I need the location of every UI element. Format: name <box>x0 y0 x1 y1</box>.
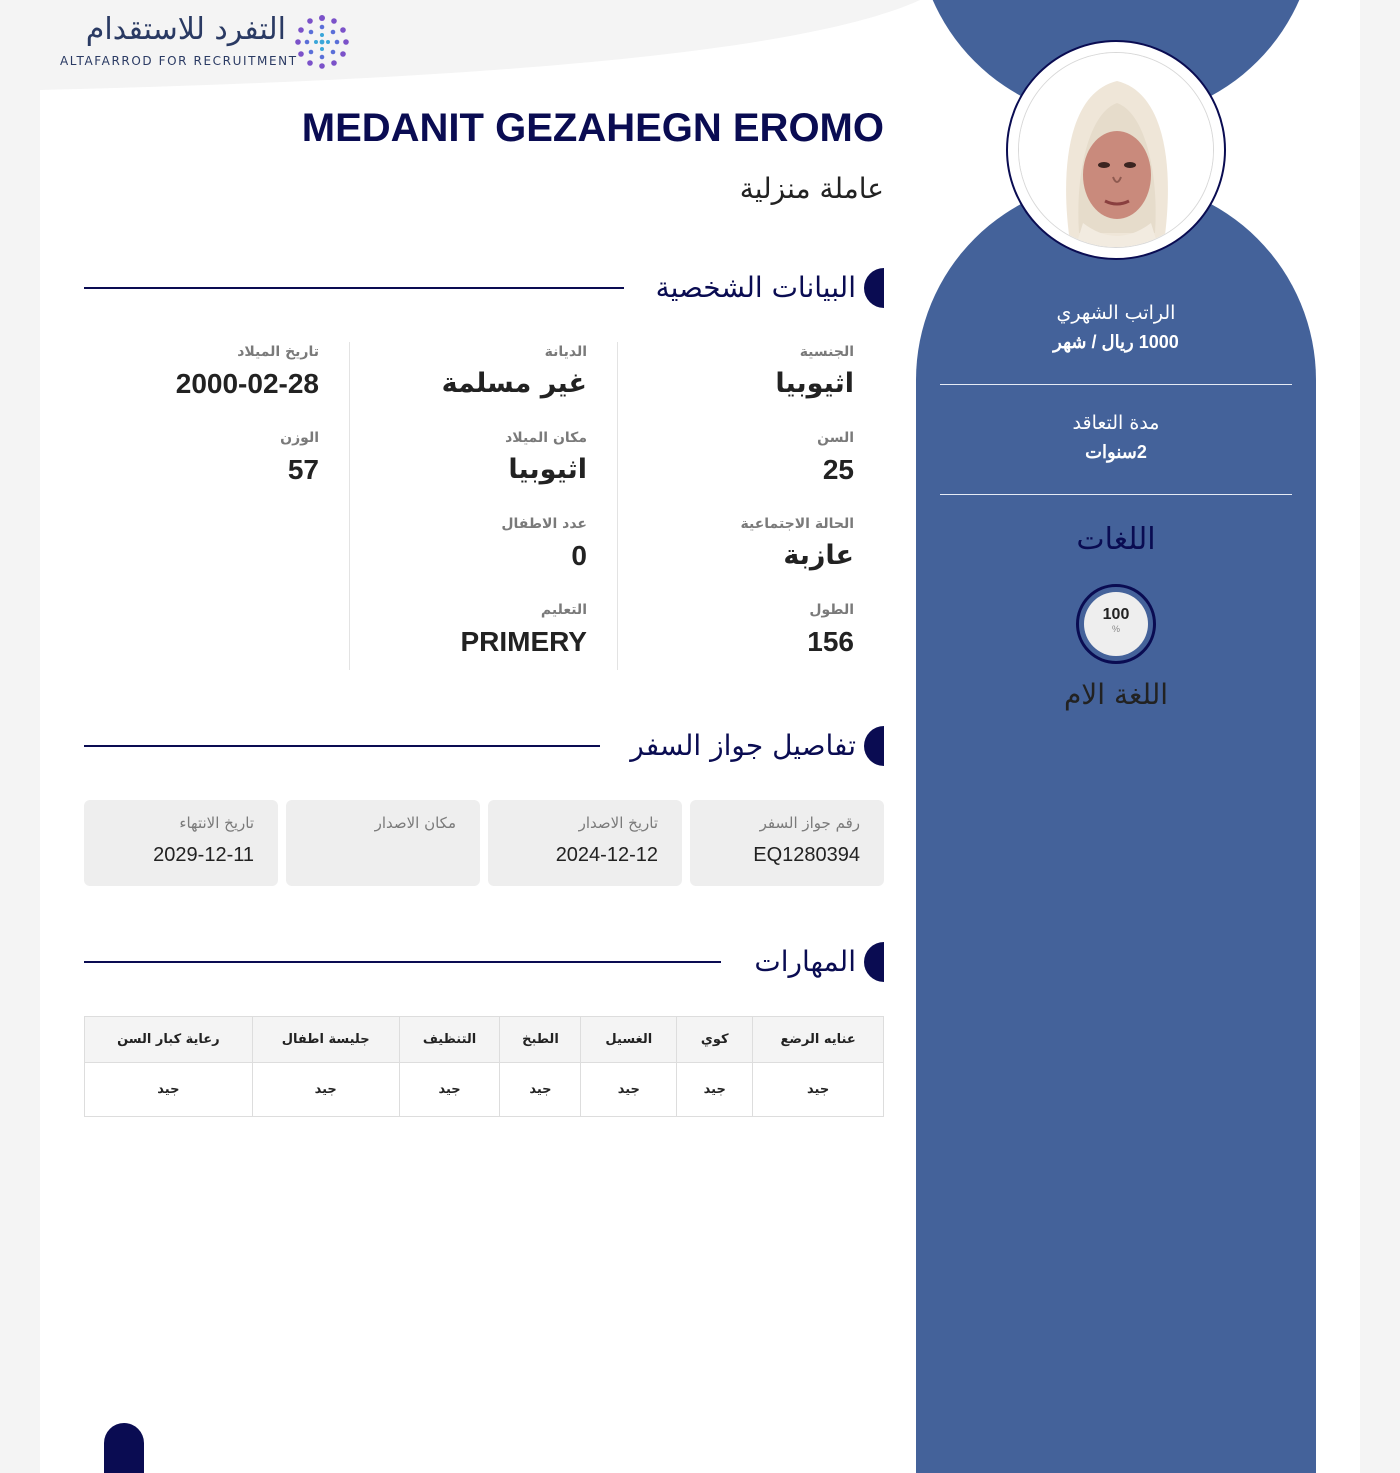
section-line <box>84 745 600 747</box>
section-tab-marker <box>864 942 884 982</box>
passport-number-box <box>690 800 884 886</box>
info-item-height <box>624 602 854 658</box>
sidebar-body-shape <box>916 180 1316 1473</box>
skill-rating: جيد <box>399 1063 500 1117</box>
info-value: غير مسلمة <box>441 368 587 399</box>
salary-value: 1000 ريال / شهر <box>1053 332 1179 352</box>
info-label: الديانة <box>544 344 587 360</box>
info-value: 25 <box>822 454 854 485</box>
info-label: عدد الاطفال <box>501 516 587 532</box>
info-value: 57 <box>287 454 319 485</box>
info-label: الحالة الاجتماعية <box>740 516 854 532</box>
info-item-birthplace <box>357 430 587 485</box>
skill-header: التنظيف <box>399 1017 500 1063</box>
salary-block <box>940 302 1292 353</box>
languages-title: اللغات <box>1076 522 1156 557</box>
passport-issue-place-box <box>286 800 480 886</box>
skill-rating: جيد <box>581 1063 677 1117</box>
info-label: مكان الميلاد <box>505 430 587 446</box>
section-tab-marker <box>864 726 884 766</box>
section-line <box>84 287 624 289</box>
candidate-name: MEDANIT GEZAHEGN EROMO <box>301 106 884 150</box>
language-level-value: 100 <box>1102 606 1130 623</box>
passport-section-header <box>84 726 884 766</box>
info-label: التعليم <box>540 602 587 618</box>
contract-block <box>940 412 1292 463</box>
bottom-tab-marker <box>104 1423 144 1473</box>
language-level-unit: % <box>1111 624 1120 634</box>
personal-section-header <box>84 268 884 308</box>
logo-arabic-text: التفرد للاستقدام <box>85 12 286 47</box>
passport-section-title: تفاصيل جواز السفر <box>630 729 856 762</box>
skills-table <box>84 1016 884 1117</box>
info-value: اثيوبيا <box>508 454 587 485</box>
info-column <box>352 342 618 670</box>
profile-photo <box>1018 52 1214 248</box>
section-tab-marker <box>864 268 884 308</box>
passport-label: رقم جواز السفر <box>759 814 860 832</box>
personal-info-grid <box>84 342 884 670</box>
skill-header: كوي <box>677 1017 753 1063</box>
info-item-education <box>357 602 587 658</box>
skill-rating: جيد <box>753 1063 884 1117</box>
sidebar-divider <box>940 384 1292 385</box>
sidebar-divider <box>940 494 1292 495</box>
company-logo <box>60 12 350 72</box>
language-name: اللغة الام <box>1063 678 1169 711</box>
info-column <box>618 342 884 670</box>
skill-header: رعاية كبار السن <box>85 1017 253 1063</box>
profile-photo-frame <box>1006 40 1226 260</box>
skill-header: جليسة اطفال <box>252 1017 399 1063</box>
job-title: عاملة منزلية <box>739 172 884 205</box>
info-label: الوزن <box>280 430 319 446</box>
skill-rating: جيد <box>85 1063 253 1117</box>
personal-section-title: البيانات الشخصية <box>655 271 856 304</box>
info-value: عازبة <box>783 540 854 571</box>
contract-value: 2سنوات <box>1085 442 1147 462</box>
skill-header: عنايه الرضع <box>753 1017 884 1063</box>
info-value: 156 <box>807 626 854 657</box>
contract-label: مدة التعاقد <box>1072 412 1160 434</box>
info-label: الطول <box>809 602 854 618</box>
skill-rating: جيد <box>500 1063 581 1117</box>
info-item-weight <box>89 430 319 486</box>
skills-rating-row <box>85 1063 884 1117</box>
passport-label: مكان الاصدار <box>374 814 456 832</box>
skill-rating: جيد <box>252 1063 399 1117</box>
passport-details <box>84 800 884 886</box>
skill-rating: جيد <box>677 1063 753 1117</box>
language-level-gauge <box>1076 584 1156 664</box>
passport-expiry-date-box <box>84 800 278 886</box>
info-value: PRIMERY <box>460 626 587 657</box>
passport-value: 2024-12-12 <box>555 844 658 866</box>
passport-value: 2029-12-11 <box>153 844 254 866</box>
skill-header: الغسيل <box>581 1017 677 1063</box>
info-item-nationality <box>624 344 854 399</box>
info-column <box>84 342 350 670</box>
info-label: الجنسية <box>799 344 854 360</box>
passport-label: تاريخ الاصدار <box>578 814 658 832</box>
salary-label: الراتب الشهري <box>1056 302 1176 324</box>
cv-page <box>40 0 1360 1473</box>
passport-value: EQ1280394 <box>753 844 860 866</box>
info-item-religion <box>357 344 587 399</box>
info-label: السن <box>817 430 854 446</box>
logo-dots-icon <box>294 14 350 70</box>
info-item-children <box>357 516 587 572</box>
logo-english-text: ALTAFARROD FOR RECRUITMENT <box>60 54 298 68</box>
info-value: اثيوبيا <box>775 368 854 399</box>
info-label: تاريخ الميلاد <box>237 344 319 360</box>
skills-section-title: المهارات <box>754 945 856 978</box>
skills-section-header <box>84 942 884 982</box>
section-line <box>84 961 721 963</box>
passport-issue-date-box <box>488 800 682 886</box>
info-item-birthdate <box>89 344 319 400</box>
skills-header-row <box>85 1017 884 1063</box>
passport-label: تاريخ الانتهاء <box>179 814 254 832</box>
info-value: 2000-02-28 <box>175 368 319 399</box>
skill-header: الطبخ <box>500 1017 581 1063</box>
info-item-marital-status <box>624 516 854 571</box>
info-item-age <box>624 430 854 486</box>
sidebar <box>916 0 1316 1473</box>
info-value: 0 <box>571 540 587 571</box>
